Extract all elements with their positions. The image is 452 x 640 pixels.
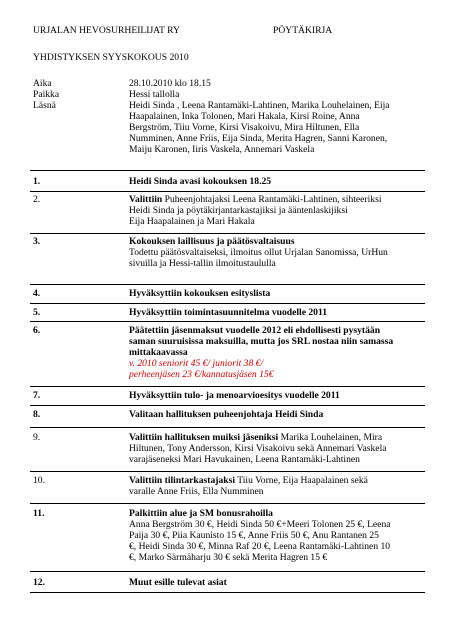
divider (30, 170, 425, 171)
present-line: Maiju Karonen, Iiris Vaskela, Annemari Vaskela (129, 144, 315, 156)
document-type: PÖYTÄKIRJA (273, 25, 333, 36)
item-title: Valittiin tilintarkastajaksi (129, 475, 235, 486)
item-line: Paija 30 €, Piia Kaunisto 15 €, Anne Friis 50 €, Anu Rantanen 25 (129, 530, 379, 542)
divider (30, 191, 425, 192)
present-list (129, 100, 390, 155)
item-line: €, Marko Särmäharju 30 € sekä Merita Hagren 15 € (129, 552, 328, 564)
item-number: 1. (33, 176, 41, 187)
item-body (129, 325, 393, 380)
item-number: 5. (33, 307, 41, 318)
item-number: 4. (33, 288, 41, 299)
item-body (129, 432, 387, 465)
item-body (129, 508, 391, 563)
divider (30, 233, 425, 234)
divider (30, 321, 425, 322)
item-text: Puheenjohtajaksi Leena Rantamäki-Lahtinen, sihteeriksi (162, 194, 382, 205)
divider (30, 303, 425, 304)
item-body (129, 194, 382, 227)
item-line: sivuilla ja Hessi-tallin ilmoitustaululla (129, 258, 276, 270)
item-line: Eija Haapalainen ja Mari Hakala (129, 216, 255, 228)
item-line: varajäseneksi Mari Havukainen, Leena Rantamäki-Lahtinen (129, 454, 360, 466)
item-number: 3. (33, 236, 41, 247)
place-value: Hessi tallolla (129, 89, 180, 100)
item-title: Päätettiin jäsenmaksut vuodelle 2012 eli ehdollisesti pysytään (129, 325, 381, 336)
item-body (129, 236, 388, 269)
fee-note-line: perheenjäsen 23 €/kannatusjäsen 15€ (129, 369, 274, 381)
item-text: Marika Louhelainen, Mira (278, 432, 383, 443)
meeting-title: YHDISTYKSEN SYYSKOKOUS 2010 (33, 52, 189, 63)
present-line: Heidi Sinda , Leena Rantamäki-Lahtinen, Marika Louhelainen, Eija (129, 100, 390, 111)
item-title: Valitaan hallituksen puheenjohtaja Heidi Sinda (129, 409, 324, 420)
item-line: €, Heidi Sinda 30 €, Minna Raf 20 €, Leena Rantamäki-Lahtinen 10 (129, 541, 391, 553)
item-title: Valittiin hallituksen muiksi jäseniksi (129, 432, 279, 443)
item-number: 9. (33, 432, 41, 443)
place-label: Paikka (33, 89, 60, 100)
divider (30, 405, 425, 406)
divider (30, 386, 425, 387)
item-title: Hyväksyttiin toimintasuunnitelma vuodelle 2011 (129, 307, 328, 318)
item-line: Heidi Sinda ja pöytäkirjantarkastajiksi ja ääntenlaskijiksi (129, 205, 348, 217)
time-value: 28.10.2010 klo 18.15 (129, 78, 211, 89)
divider (30, 592, 425, 593)
present-line: Haapalainen, Inka Tolonen, Mari Hakala, Kirsi Roine, Anna (129, 111, 360, 123)
present-line: Bergström, Tiiu Vorne, Kirsi Visakoivu, Mira Hiltunen, Ella (129, 122, 360, 134)
item-text: Tiiu Vorne, Eija Haapalainen sekä (235, 475, 368, 486)
item-number: 6. (33, 325, 41, 336)
time-label: Aika (33, 78, 52, 89)
item-line: Todettu päätösvaltaiseksi, ilmoitus ollut Urjalan Sanomissa, UrHun (129, 247, 388, 259)
divider (30, 503, 425, 504)
item-title: Kokouksen laillisuus ja päätösvaltaisuus (129, 236, 295, 247)
item-title: Hyväksyttiin tulo- ja menoarvioesitys vuodelle 2011 (129, 390, 340, 401)
item-line: Anna Bergström 30 €, Heidi Sinda 50 €+Meeri Tolonen 25 €, Leena (129, 519, 391, 531)
item-title: Palkittiin alue ja SM bonusrahoilla (129, 508, 273, 519)
item-number: 10. (33, 475, 45, 486)
item-line: saman suuruisissa maksuilla, mutta jos SRL nostaa niin samassa (129, 336, 394, 348)
present-line: Numminen, Anne Friis, Eija Sinda, Merita Hagren, Sanni Karonen, (129, 133, 388, 145)
org-name: URJALAN HEVOSURHEILIJAT RY (33, 25, 180, 36)
item-line: varalle Anne Friis, Ella Numminen (129, 486, 264, 498)
item-number: 8. (33, 409, 41, 420)
present-label: Läsnä (33, 100, 56, 111)
item-line: Hiltunen, Tony Andersson, Kirsi Visakoivu sekä Annemari Vaskela (129, 443, 387, 455)
item-title: Hyväksyttiin kokouksen esityslista (129, 288, 271, 299)
divider (30, 571, 425, 572)
divider (30, 427, 425, 428)
item-body (129, 475, 368, 497)
item-title: Muut esille tulevat asiat (129, 577, 227, 588)
divider (30, 471, 425, 472)
item-number: 12. (33, 577, 45, 588)
item-title: Valittiin (129, 194, 163, 205)
fee-note-line: v. 2010 seniorit 45 €/ juniorit 38 €/ (129, 358, 264, 370)
item-number: 2. (33, 194, 41, 205)
item-line: mittakaavassa (129, 347, 188, 359)
divider (30, 284, 425, 285)
item-number: 11. (33, 508, 45, 519)
item-title: Heidi Sinda avasi kokouksen 18.25 (129, 176, 272, 187)
item-number: 7. (33, 390, 41, 401)
